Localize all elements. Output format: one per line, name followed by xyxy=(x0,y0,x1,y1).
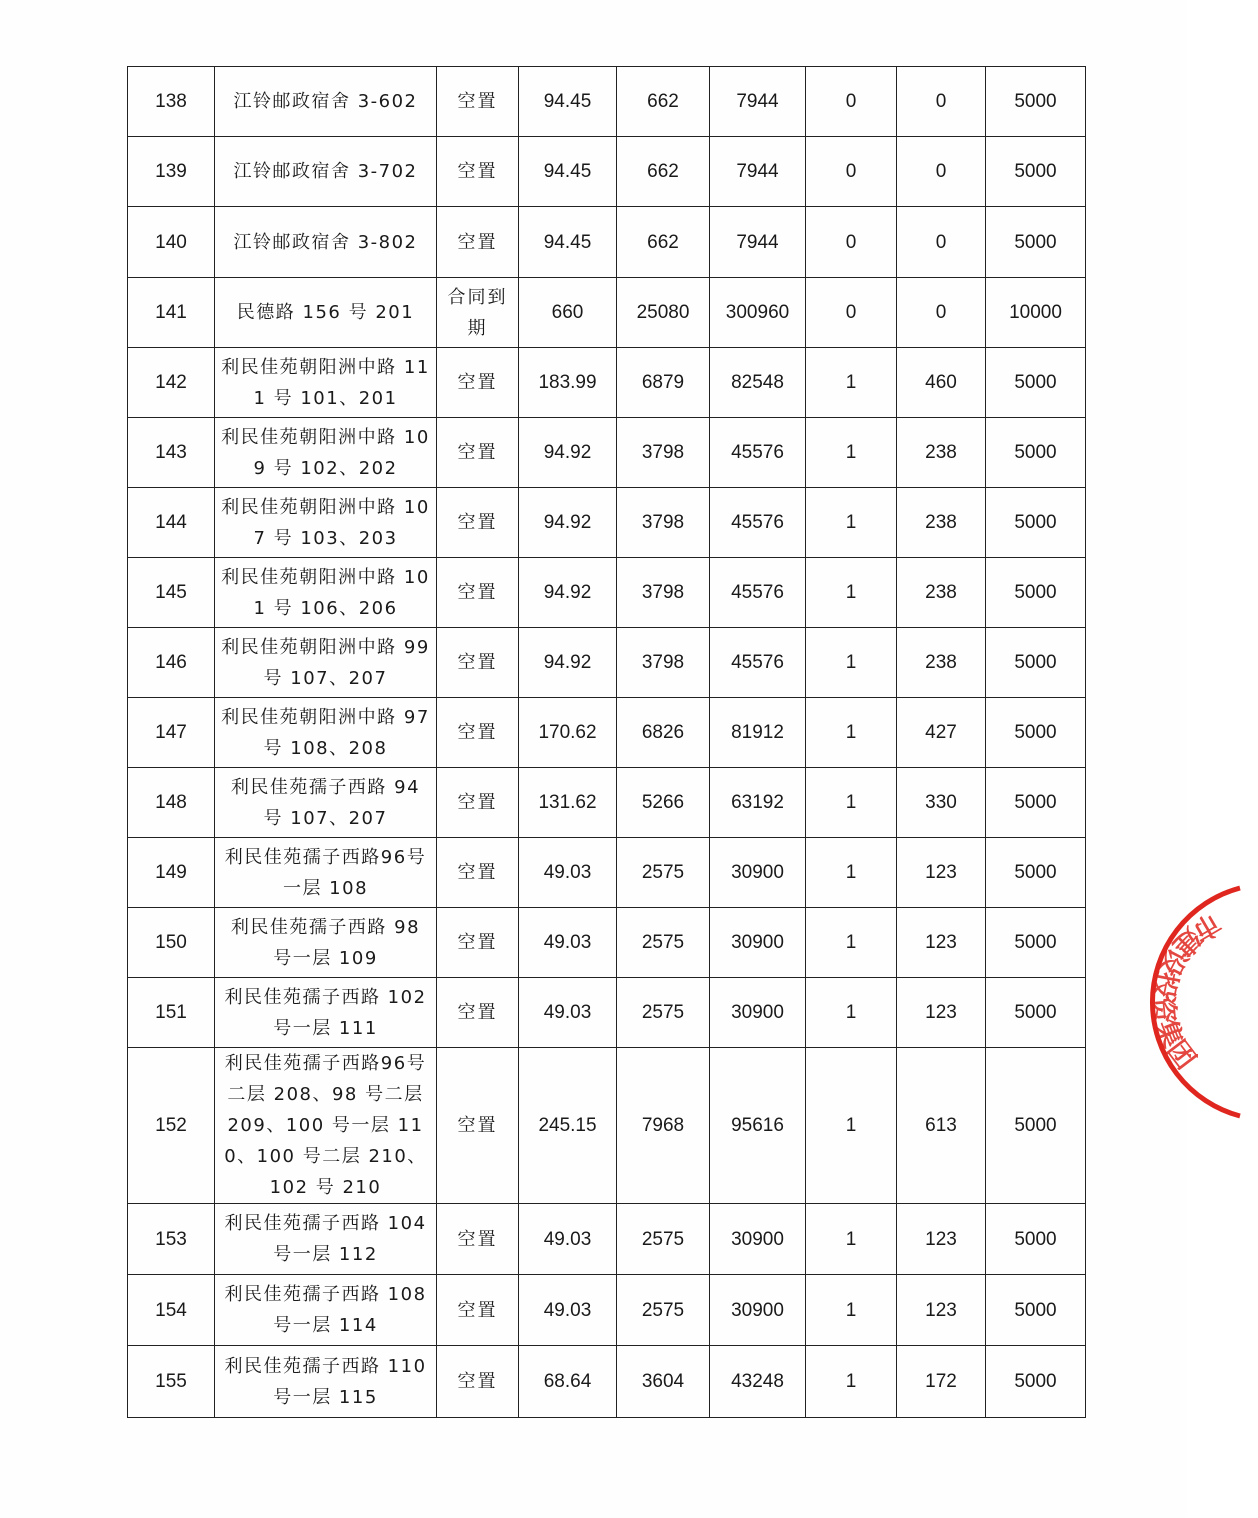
address-cell: 利民佳苑朝阳洲中路 111 号 101、201 xyxy=(215,348,437,418)
value-col7-cell: 1 xyxy=(806,1346,897,1418)
row-number: 148 xyxy=(128,768,215,838)
area-cell: 49.03 xyxy=(519,838,617,908)
value-col7-cell: 1 xyxy=(806,1204,897,1275)
value-col5-cell: 3798 xyxy=(617,558,710,628)
value-col8-cell: 0 xyxy=(897,207,986,278)
status-cell: 空置 xyxy=(437,207,519,278)
table-row xyxy=(128,628,1086,698)
address-cell: 利民佳苑孺子西路 104 号一层 112 xyxy=(215,1204,437,1275)
table-row xyxy=(128,418,1086,488)
value-col8-cell: 0 xyxy=(897,137,986,207)
status-cell: 空置 xyxy=(437,137,519,207)
address-cell: 利民佳苑孺子西路 108 号一层 114 xyxy=(215,1275,437,1346)
value-col7-cell: 1 xyxy=(806,628,897,698)
row-number: 141 xyxy=(128,278,215,348)
value-col5-cell: 3798 xyxy=(617,488,710,558)
address-cell: 江铃邮政宿舍 3-602 xyxy=(215,67,437,137)
table-row xyxy=(128,1346,1086,1418)
area-cell: 49.03 xyxy=(519,1275,617,1346)
value-col9-cell: 5000 xyxy=(986,418,1086,488)
value-col9-cell: 5000 xyxy=(986,768,1086,838)
value-col7-cell: 1 xyxy=(806,1048,897,1204)
table-row xyxy=(128,838,1086,908)
value-col9-cell: 5000 xyxy=(986,1204,1086,1275)
row-number: 155 xyxy=(128,1346,215,1418)
value-col5-cell: 2575 xyxy=(617,838,710,908)
value-col5-cell: 6826 xyxy=(617,698,710,768)
row-number: 150 xyxy=(128,908,215,978)
row-number: 143 xyxy=(128,418,215,488)
value-col8-cell: 238 xyxy=(897,488,986,558)
row-number: 142 xyxy=(128,348,215,418)
status-cell: 空置 xyxy=(437,1204,519,1275)
value-col9-cell: 5000 xyxy=(986,1275,1086,1346)
table-row xyxy=(128,908,1086,978)
value-col9-cell: 5000 xyxy=(986,558,1086,628)
area-cell: 94.92 xyxy=(519,418,617,488)
table-row xyxy=(128,137,1086,207)
value-col7-cell: 1 xyxy=(806,418,897,488)
value-col9-cell: 5000 xyxy=(986,207,1086,278)
value-col9-cell: 5000 xyxy=(986,1346,1086,1418)
value-col6-cell: 63192 xyxy=(710,768,806,838)
value-col7-cell: 0 xyxy=(806,137,897,207)
value-col6-cell: 81912 xyxy=(710,698,806,768)
value-col5-cell: 7968 xyxy=(617,1048,710,1204)
area-cell: 245.15 xyxy=(519,1048,617,1204)
row-number: 140 xyxy=(128,207,215,278)
area-cell: 183.99 xyxy=(519,348,617,418)
address-cell: 利民佳苑孺子西路 94 号 107、207 xyxy=(215,768,437,838)
status-cell: 空置 xyxy=(437,348,519,418)
value-col5-cell: 662 xyxy=(617,137,710,207)
row-number: 146 xyxy=(128,628,215,698)
value-col8-cell: 123 xyxy=(897,908,986,978)
value-col6-cell: 95616 xyxy=(710,1048,806,1204)
status-cell: 合同到期 xyxy=(437,278,519,348)
row-number: 152 xyxy=(128,1048,215,1204)
row-number: 145 xyxy=(128,558,215,628)
area-cell: 170.62 xyxy=(519,698,617,768)
official-seal xyxy=(1128,882,1258,1122)
area-cell: 68.64 xyxy=(519,1346,617,1418)
address-cell: 江铃邮政宿舍 3-702 xyxy=(215,137,437,207)
row-number: 153 xyxy=(128,1204,215,1275)
table-row xyxy=(128,558,1086,628)
address-cell: 利民佳苑孺子西路96号二层 208、98 号二层 209、100 号一层 110、100 号二层 210、102 号 210 xyxy=(215,1048,437,1204)
area-cell: 94.92 xyxy=(519,558,617,628)
address-cell: 利民佳苑孺子西路 102 号一层 111 xyxy=(215,978,437,1048)
value-col9-cell: 5000 xyxy=(986,1048,1086,1204)
area-cell: 131.62 xyxy=(519,768,617,838)
table-row xyxy=(128,1275,1086,1346)
value-col9-cell: 5000 xyxy=(986,978,1086,1048)
value-col5-cell: 662 xyxy=(617,67,710,137)
status-cell: 空置 xyxy=(437,558,519,628)
status-cell: 空置 xyxy=(437,67,519,137)
property-table xyxy=(127,66,1086,1418)
value-col5-cell: 5266 xyxy=(617,768,710,838)
address-cell: 利民佳苑孺子西路 98 号一层 109 xyxy=(215,908,437,978)
value-col6-cell: 300960 xyxy=(710,278,806,348)
value-col6-cell: 43248 xyxy=(710,1346,806,1418)
address-cell: 利民佳苑朝阳洲中路 109 号 102、202 xyxy=(215,418,437,488)
table-row xyxy=(128,978,1086,1048)
status-cell: 空置 xyxy=(437,838,519,908)
value-col9-cell: 5000 xyxy=(986,348,1086,418)
value-col8-cell: 238 xyxy=(897,628,986,698)
value-col5-cell: 3604 xyxy=(617,1346,710,1418)
value-col8-cell: 238 xyxy=(897,418,986,488)
value-col8-cell: 123 xyxy=(897,1204,986,1275)
value-col9-cell: 5000 xyxy=(986,488,1086,558)
value-col6-cell: 30900 xyxy=(710,908,806,978)
value-col5-cell: 25080 xyxy=(617,278,710,348)
table-row xyxy=(128,278,1086,348)
value-col6-cell: 7944 xyxy=(710,207,806,278)
value-col7-cell: 1 xyxy=(806,348,897,418)
row-number: 138 xyxy=(128,67,215,137)
value-col8-cell: 172 xyxy=(897,1346,986,1418)
value-col6-cell: 45576 xyxy=(710,558,806,628)
row-number: 154 xyxy=(128,1275,215,1346)
value-col8-cell: 123 xyxy=(897,1275,986,1346)
value-col7-cell: 1 xyxy=(806,488,897,558)
address-cell: 利民佳苑朝阳洲中路 97 号 108、208 xyxy=(215,698,437,768)
value-col9-cell: 5000 xyxy=(986,908,1086,978)
value-col7-cell: 1 xyxy=(806,1275,897,1346)
area-cell: 49.03 xyxy=(519,908,617,978)
status-cell: 空置 xyxy=(437,1048,519,1204)
address-cell: 利民佳苑朝阳洲中路 101 号 106、206 xyxy=(215,558,437,628)
table-row xyxy=(128,67,1086,137)
row-number: 151 xyxy=(128,978,215,1048)
value-col6-cell: 30900 xyxy=(710,1275,806,1346)
area-cell: 49.03 xyxy=(519,1204,617,1275)
value-col6-cell: 45576 xyxy=(710,418,806,488)
value-col8-cell: 0 xyxy=(897,67,986,137)
value-col6-cell: 82548 xyxy=(710,348,806,418)
value-col9-cell: 10000 xyxy=(986,278,1086,348)
value-col5-cell: 662 xyxy=(617,207,710,278)
area-cell: 94.45 xyxy=(519,67,617,137)
value-col6-cell: 30900 xyxy=(710,838,806,908)
value-col6-cell: 30900 xyxy=(710,978,806,1048)
value-col8-cell: 123 xyxy=(897,978,986,1048)
value-col9-cell: 5000 xyxy=(986,698,1086,768)
area-cell: 94.45 xyxy=(519,207,617,278)
status-cell: 空置 xyxy=(437,698,519,768)
address-cell: 利民佳苑孺子西路 110 号一层 115 xyxy=(215,1346,437,1418)
row-number: 147 xyxy=(128,698,215,768)
value-col9-cell: 5000 xyxy=(986,838,1086,908)
address-cell: 利民佳苑朝阳洲中路 107 号 103、203 xyxy=(215,488,437,558)
value-col5-cell: 6879 xyxy=(617,348,710,418)
value-col9-cell: 5000 xyxy=(986,67,1086,137)
value-col6-cell: 45576 xyxy=(710,628,806,698)
value-col7-cell: 0 xyxy=(806,278,897,348)
status-cell: 空置 xyxy=(437,628,519,698)
table-row xyxy=(128,698,1086,768)
status-cell: 空置 xyxy=(437,418,519,488)
value-col5-cell: 3798 xyxy=(617,628,710,698)
address-cell: 江铃邮政宿舍 3-802 xyxy=(215,207,437,278)
value-col7-cell: 0 xyxy=(806,67,897,137)
value-col5-cell: 2575 xyxy=(617,1275,710,1346)
table-row xyxy=(128,348,1086,418)
value-col7-cell: 1 xyxy=(806,698,897,768)
row-number: 144 xyxy=(128,488,215,558)
table-row xyxy=(128,1048,1086,1204)
value-col5-cell: 2575 xyxy=(617,978,710,1048)
value-col6-cell: 7944 xyxy=(710,67,806,137)
value-col8-cell: 0 xyxy=(897,278,986,348)
value-col6-cell: 45576 xyxy=(710,488,806,558)
address-cell: 利民佳苑朝阳洲中路 99 号 107、207 xyxy=(215,628,437,698)
value-col6-cell: 30900 xyxy=(710,1204,806,1275)
value-col8-cell: 427 xyxy=(897,698,986,768)
value-col5-cell: 2575 xyxy=(617,908,710,978)
value-col8-cell: 613 xyxy=(897,1048,986,1204)
value-col9-cell: 5000 xyxy=(986,137,1086,207)
table-row xyxy=(128,488,1086,558)
area-cell: 94.92 xyxy=(519,628,617,698)
row-number: 149 xyxy=(128,838,215,908)
row-number: 139 xyxy=(128,137,215,207)
status-cell: 空置 xyxy=(437,908,519,978)
value-col7-cell: 1 xyxy=(806,768,897,838)
value-col5-cell: 3798 xyxy=(617,418,710,488)
value-col8-cell: 460 xyxy=(897,348,986,418)
table-row xyxy=(128,207,1086,278)
value-col8-cell: 123 xyxy=(897,838,986,908)
value-col8-cell: 330 xyxy=(897,768,986,838)
value-col9-cell: 5000 xyxy=(986,628,1086,698)
address-cell: 利民佳苑孺子西路96号一层 108 xyxy=(215,838,437,908)
status-cell: 空置 xyxy=(437,488,519,558)
status-cell: 空置 xyxy=(437,1346,519,1418)
table-row xyxy=(128,1204,1086,1275)
area-cell: 660 xyxy=(519,278,617,348)
value-col7-cell: 1 xyxy=(806,838,897,908)
value-col7-cell: 1 xyxy=(806,558,897,628)
value-col6-cell: 7944 xyxy=(710,137,806,207)
address-cell: 民德路 156 号 201 xyxy=(215,278,437,348)
status-cell: 空置 xyxy=(437,978,519,1048)
area-cell: 94.92 xyxy=(519,488,617,558)
value-col8-cell: 238 xyxy=(897,558,986,628)
value-col7-cell: 0 xyxy=(806,207,897,278)
area-cell: 94.45 xyxy=(519,137,617,207)
area-cell: 49.03 xyxy=(519,978,617,1048)
value-col5-cell: 2575 xyxy=(617,1204,710,1275)
svg-text:市建设投资集团: 市建设投资集团 xyxy=(1146,906,1226,1076)
status-cell: 空置 xyxy=(437,1275,519,1346)
table-row xyxy=(128,768,1086,838)
value-col7-cell: 1 xyxy=(806,978,897,1048)
status-cell: 空置 xyxy=(437,768,519,838)
value-col7-cell: 1 xyxy=(806,908,897,978)
